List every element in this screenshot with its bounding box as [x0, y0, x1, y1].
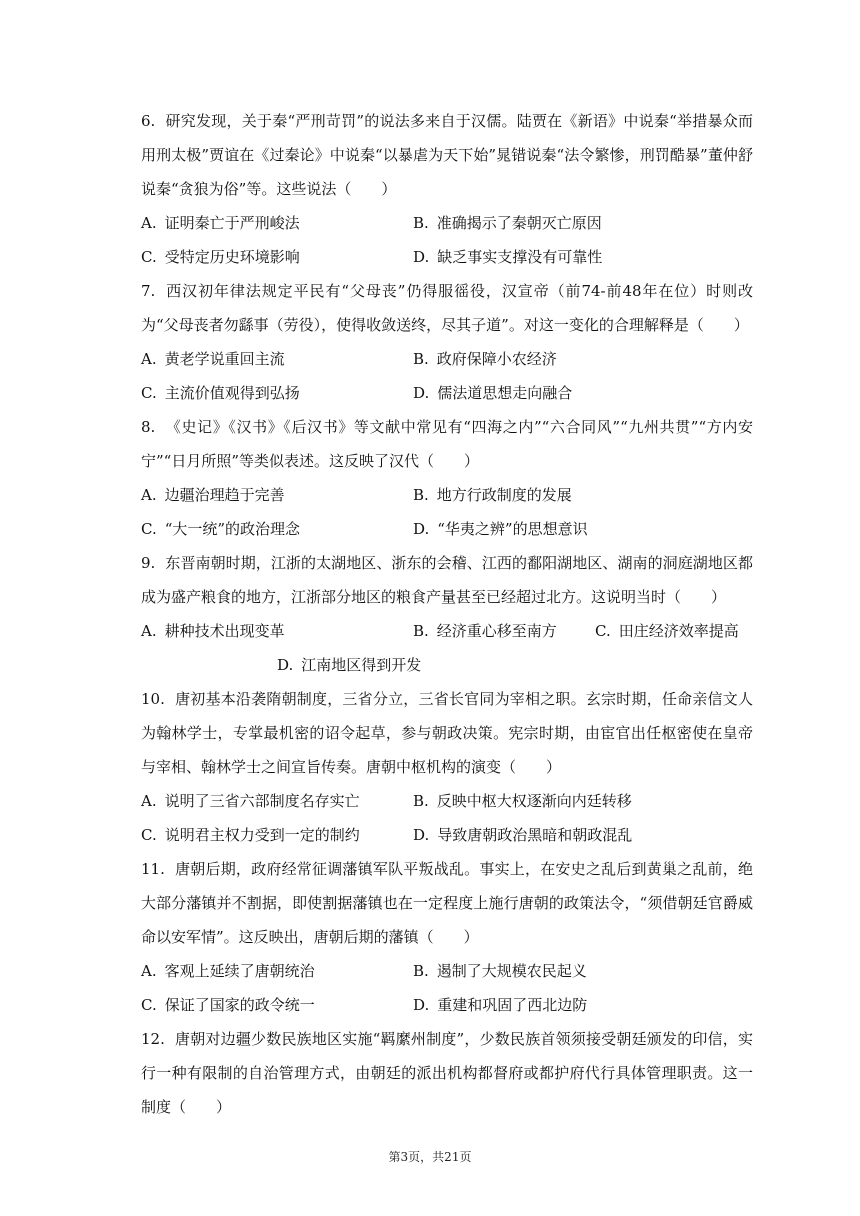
- option-b: B. 遏制了大规模农民起义: [413, 962, 587, 980]
- option-a: A. 证明秦亡于严刑峻法: [141, 214, 300, 232]
- option-c: C. “大一统”的政治理念: [141, 520, 301, 538]
- question-8-options-row-2: [141, 512, 781, 546]
- option-c: C. 受特定历史环境影响: [141, 248, 300, 266]
- option-a: A. 黄老学说重回主流: [141, 350, 285, 368]
- question-9-options-row-2: [141, 648, 781, 682]
- question-11-stem: 11. 唐朝后期，政府经常征调藩镇军队平叛战乱。事实上，在安史之乱后到黄巢之乱前，绝大部分藩镇并不割据，即使割据藩镇也在一定程度上施行唐朝的政策法令，“须借朝廷官爵威命以安军情”。这反映出，唐朝后期的藩镇（ ）: [141, 860, 753, 946]
- option-b: B. 反映中枢大权逐渐向内廷转移: [413, 792, 632, 810]
- option-b: B. 经济重心移至南方: [413, 622, 557, 640]
- question-7-stem: 7. 西汉初年律法规定平民有“父母丧”仍得服徭役，汉宣帝（前74-前48年在位）时则改为“父母丧者勿繇事（劳役），使得收敛送终，尽其子道”。对这一变化的合理解释是（ ）: [141, 282, 753, 334]
- question-10-stem: 10. 唐初基本沿袭隋朝制度，三省分立，三省长官同为宰相之职。玄宗时期，任命亲信文人为翰林学士，专掌最机密的诏令起草，参与朝政决策。宪宗时期，由宦官出任枢密使在皇帝与宰相、翰林学士之间宣旨传奏。唐朝中枢机构的演变（ ）: [141, 690, 753, 776]
- option-d: D. 重建和巩固了西北边防: [413, 996, 588, 1014]
- option-c: C. 田庄经济效率提高: [595, 622, 739, 640]
- option-c: C. 说明君主权力受到一定的制约: [141, 826, 360, 844]
- option-b: B. 地方行政制度的发展: [413, 486, 572, 504]
- question-6-options-row-2: [141, 240, 781, 274]
- question-7-options-row-1: [141, 342, 781, 376]
- question-10-options-row-2: [141, 818, 781, 852]
- option-d: D. “华夷之辨”的思想意识: [413, 520, 588, 538]
- question-12-stem: 12. 唐朝对边疆少数民族地区实施“羁縻州制度”，少数民族首领须接受朝廷颁发的印信，实行一种有限制的自治管理方式，由朝廷的派出机构都督府或都护府代行具体管理职责。这一制度（ ）: [141, 1030, 753, 1116]
- option-d: D. 导致唐朝政治黑暗和朝政混乱: [413, 826, 633, 844]
- option-d: D. 儒法道思想走向融合: [413, 384, 573, 402]
- option-c: C. 保证了国家的政令统一: [141, 996, 315, 1014]
- page-footer: 第3页，共21页: [388, 1150, 472, 1164]
- question-6-options-row-1: [141, 206, 781, 240]
- option-d: D. 缺乏事实支撑没有可靠性: [413, 248, 603, 266]
- question-10-options-row-1: [141, 784, 781, 818]
- question-11-options-row-2: [141, 988, 781, 1022]
- question-6-stem: 6. 研究发现，关于秦“严刑苛罚”的说法多来自于汉儒。陆贾在《新语》中说秦“举措暴众而用刑太极”贾谊在《过秦论》中说秦“以暴虐为天下始”晁错说秦“法令繁惨，刑罚酷暴”董仲舒说秦“贪狼为俗”等。这些说法（ ）: [141, 112, 753, 198]
- option-a: A. 客观上延续了唐朝统治: [141, 962, 315, 980]
- question-8-stem: 8. 《史记》《汉书》《后汉书》等文献中常见有“四海之内”“六合同风”“九州共贯”“方内安宁”“日月所照”等类似表述。这反映了汉代（ ）: [141, 418, 753, 470]
- question-9-stem: 9. 东晋南朝时期，江浙的太湖地区、浙东的会稽、江西的鄱阳湖地区、湖南的洞庭湖地区都成为盛产粮食的地方，江浙部分地区的粮食产量甚至已经超过北方。这说明当时（ ）: [141, 554, 753, 606]
- option-a: A. 边疆治理趋于完善: [141, 486, 285, 504]
- option-d: D. 江南地区得到开发: [277, 656, 422, 674]
- option-a: A. 说明了三省六部制度名存实亡: [141, 792, 360, 810]
- question-7-options-row-2: [141, 376, 781, 410]
- option-c: C. 主流价值观得到弘扬: [141, 384, 300, 402]
- option-b: B. 政府保障小农经济: [413, 350, 557, 368]
- question-11-options-row-1: [141, 954, 781, 988]
- question-8-options-row-1: [141, 478, 781, 512]
- question-9-options-row-1: [141, 614, 781, 648]
- option-b: B. 准确揭示了秦朝灭亡原因: [413, 214, 602, 232]
- option-a: A. 耕种技术出现变革: [141, 622, 285, 640]
